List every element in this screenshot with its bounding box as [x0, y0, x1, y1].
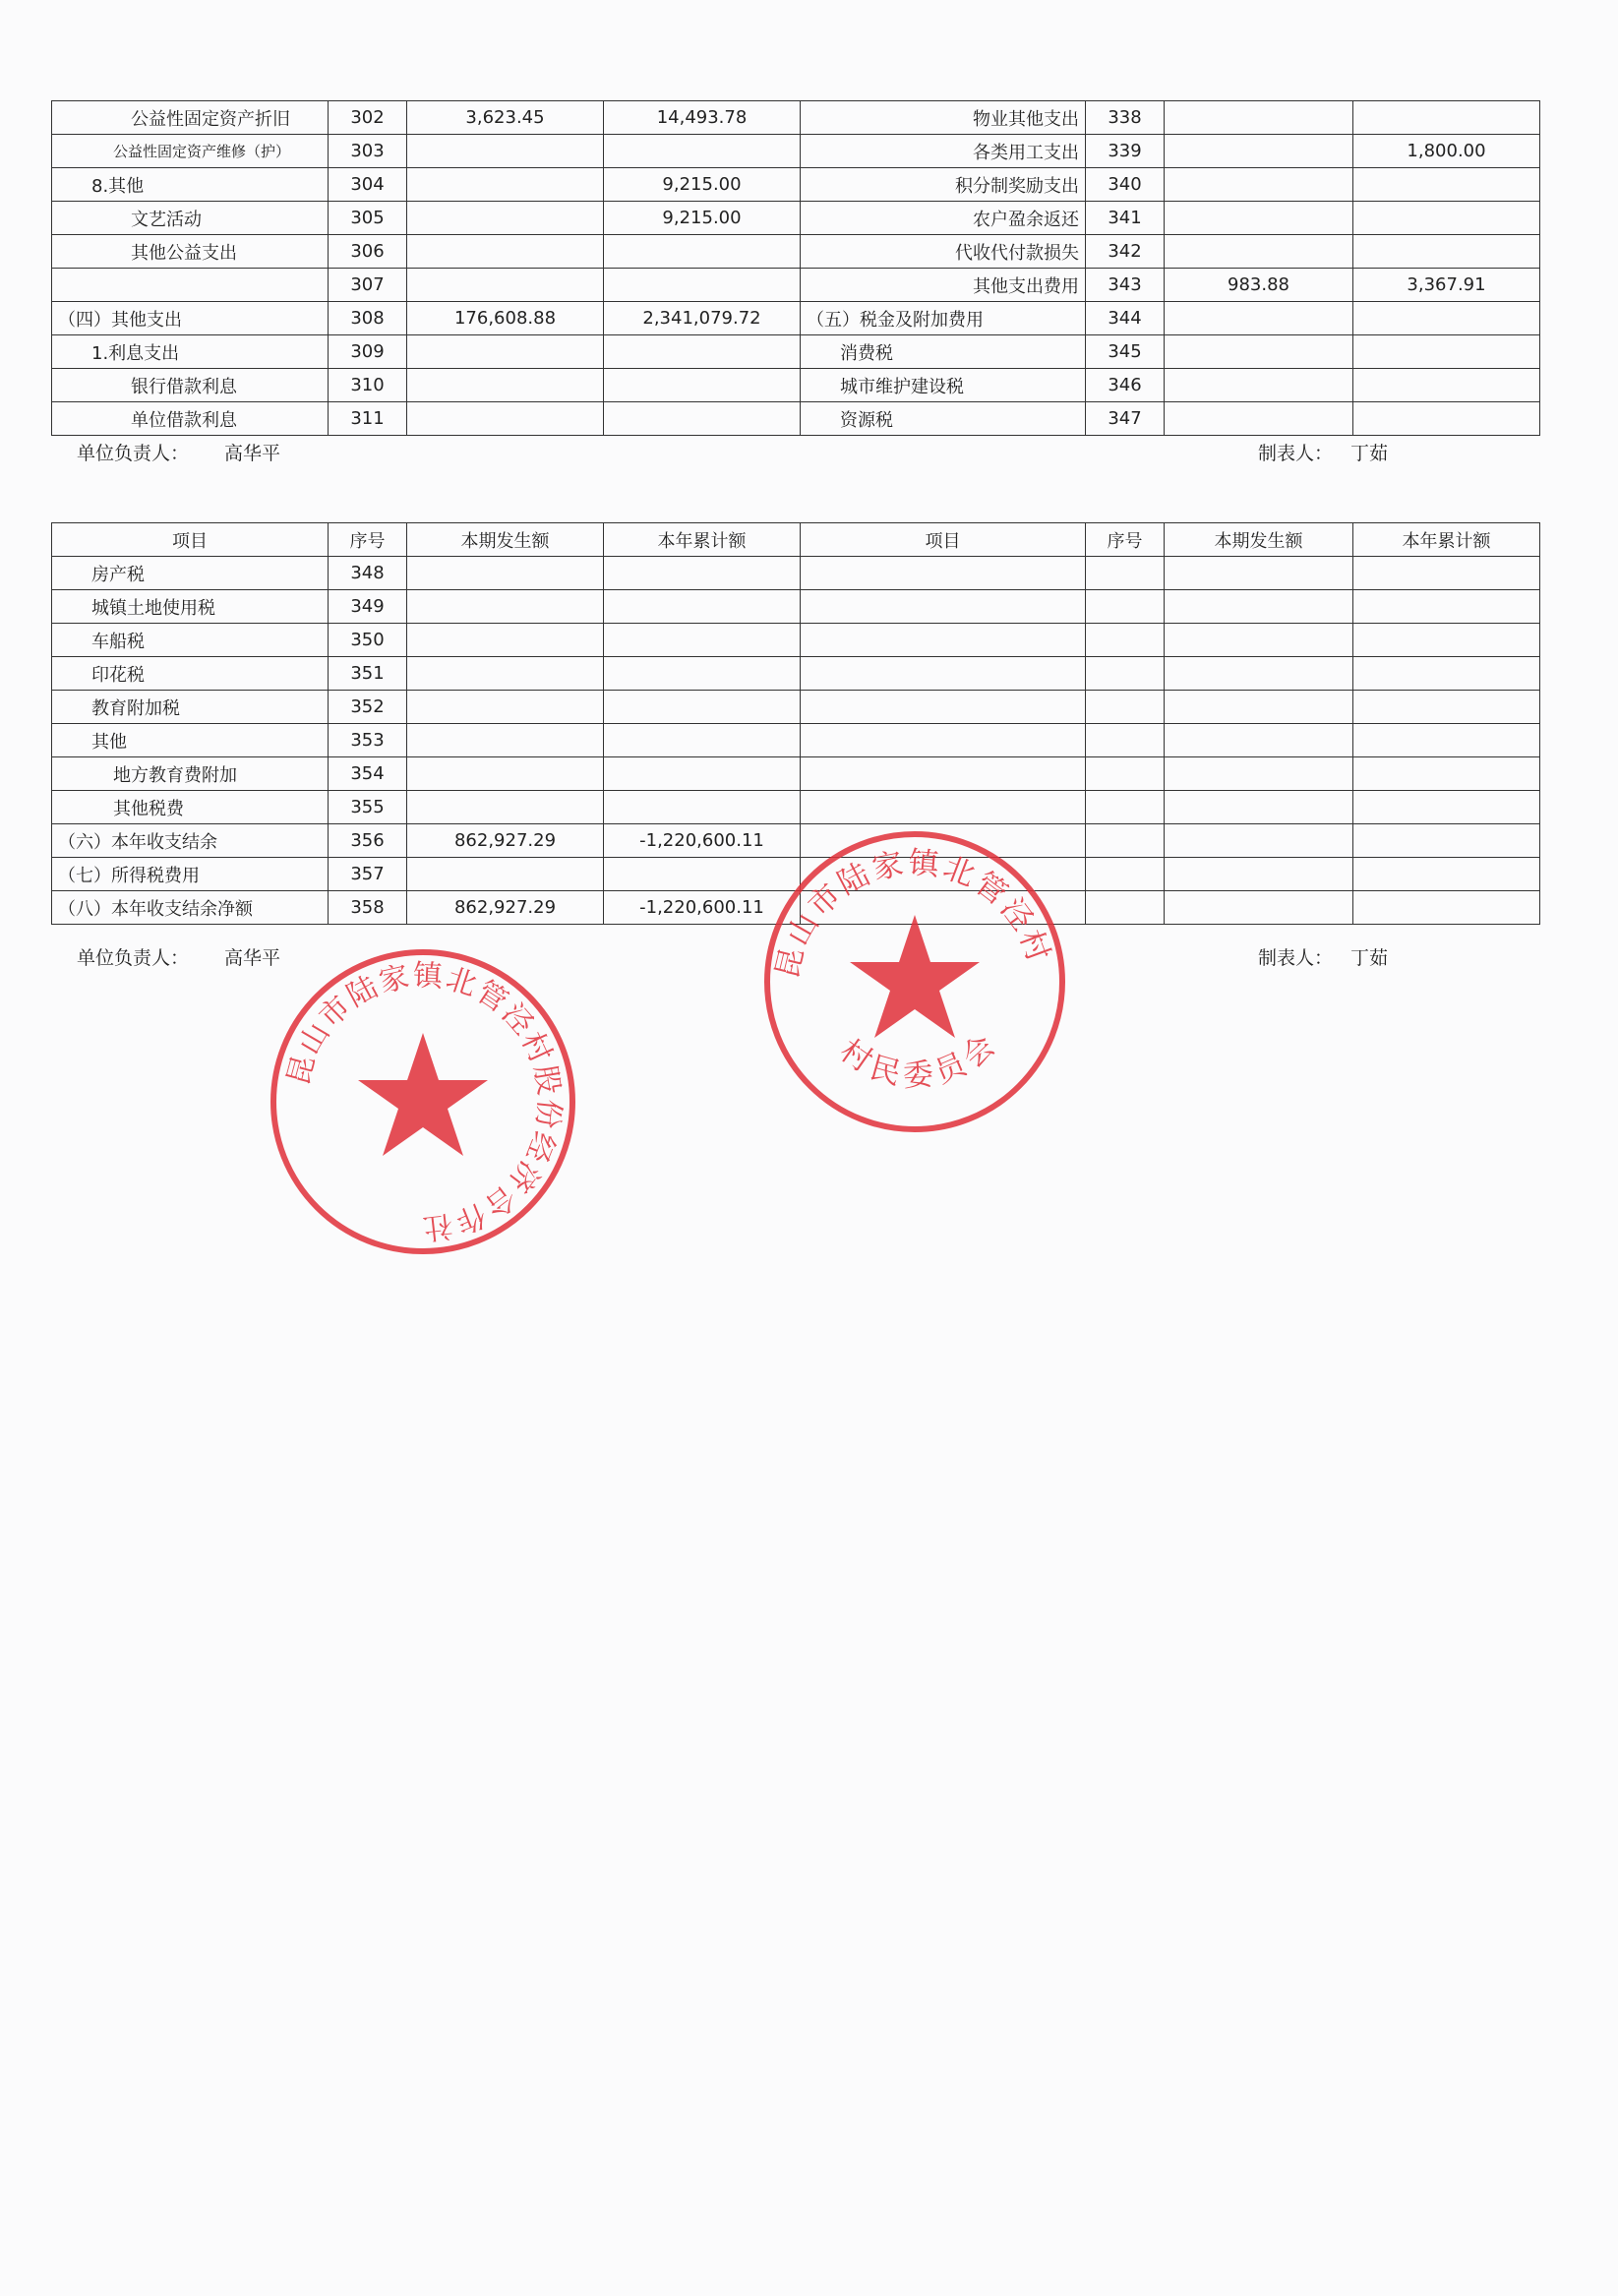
table-row: [52, 657, 1540, 691]
empty-cell: [1086, 757, 1165, 791]
ytd-amount-cell: [604, 624, 801, 657]
seq-cell: 345: [1086, 335, 1165, 369]
table-row: [52, 235, 1540, 269]
current-amount-cell: [407, 590, 604, 624]
empty-cell: [801, 657, 1086, 691]
seq-cell: 304: [329, 168, 407, 202]
empty-cell: [1086, 824, 1165, 858]
ytd-amount-cell: [604, 402, 801, 436]
official-seal-left: [261, 939, 585, 1264]
preparer-signature: [1258, 439, 1388, 465]
table-row: [52, 202, 1540, 235]
item-cell: 其他支出费用: [801, 269, 1086, 302]
item-cell: 教育附加税: [52, 691, 329, 724]
seq-cell: 353: [329, 724, 407, 757]
seq-cell: 339: [1086, 135, 1165, 168]
seq-cell: 302: [329, 101, 407, 135]
unit-head-signature: [77, 943, 280, 970]
empty-cell: [1086, 657, 1165, 691]
empty-cell: [1165, 824, 1353, 858]
item-cell: 8.其他: [52, 168, 329, 202]
empty-cell: [1353, 724, 1540, 757]
current-amount-cell: [407, 168, 604, 202]
table-row: [52, 557, 1540, 590]
ytd-amount-cell: [604, 557, 801, 590]
ytd-amount-cell: [604, 269, 801, 302]
preparer-name: 丁茹: [1350, 443, 1389, 464]
current-amount-cell: [407, 235, 604, 269]
item-cell: （七）所得税费用: [52, 858, 329, 891]
ytd-amount-cell: [604, 369, 801, 402]
item-cell: 各类用工支出: [801, 135, 1086, 168]
empty-cell: [1353, 590, 1540, 624]
empty-cell: [1353, 624, 1540, 657]
seq-cell: 303: [329, 135, 407, 168]
current-amount-cell: [407, 657, 604, 691]
item-cell: 农户盈余返还: [801, 202, 1086, 235]
ytd-amount-cell: [604, 657, 801, 691]
empty-cell: [801, 624, 1086, 657]
table-row: [52, 302, 1540, 335]
ytd-amount-cell: 9,215.00: [604, 168, 801, 202]
table-row: [52, 168, 1540, 202]
star-icon: [358, 1033, 488, 1156]
item-cell: 其他: [52, 724, 329, 757]
seq-cell: 355: [329, 791, 407, 824]
current-amount-cell: [407, 757, 604, 791]
header-seq: 序号: [329, 523, 407, 557]
seq-cell: 354: [329, 757, 407, 791]
item-cell: （四）其他支出: [52, 302, 329, 335]
signature-footer-top: [51, 439, 1539, 468]
seq-cell: 346: [1086, 369, 1165, 402]
ytd-amount-cell: [1353, 335, 1540, 369]
current-amount-cell: [407, 402, 604, 436]
item-cell: 印花税: [52, 657, 329, 691]
header-current-amount: 本期发生额: [407, 523, 604, 557]
item-cell: 物业其他支出: [801, 101, 1086, 135]
ytd-amount-cell: 1,800.00: [1353, 135, 1540, 168]
empty-cell: [1165, 791, 1353, 824]
seq-cell: 356: [329, 824, 407, 858]
empty-cell: [1165, 624, 1353, 657]
empty-cell: [801, 757, 1086, 791]
ytd-amount-cell: [604, 590, 801, 624]
ytd-amount-cell: [604, 791, 801, 824]
seq-cell: 309: [329, 335, 407, 369]
empty-cell: [1353, 757, 1540, 791]
seq-cell: 347: [1086, 402, 1165, 436]
item-cell: （六）本年收支结余: [52, 824, 329, 858]
header-current-amount: 本期发生额: [1165, 523, 1353, 557]
current-amount-cell: [407, 369, 604, 402]
empty-cell: [1086, 724, 1165, 757]
empty-cell: [1165, 557, 1353, 590]
table-row: [52, 335, 1540, 369]
current-amount-cell: [407, 858, 604, 891]
seq-cell: 348: [329, 557, 407, 590]
ytd-amount-cell: [1353, 369, 1540, 402]
seq-cell: 351: [329, 657, 407, 691]
current-amount-cell: 176,608.88: [407, 302, 604, 335]
ytd-amount-cell: [1353, 168, 1540, 202]
current-amount-cell: 862,927.29: [407, 824, 604, 858]
seq-cell: 357: [329, 858, 407, 891]
item-cell: 代收代付款损失: [801, 235, 1086, 269]
table-row: [52, 757, 1540, 791]
seq-cell: 310: [329, 369, 407, 402]
item-cell: 积分制奖励支出: [801, 168, 1086, 202]
header-seq: 序号: [1086, 523, 1165, 557]
unit-head-label: 单位负责人：: [77, 443, 190, 464]
seq-cell: 307: [329, 269, 407, 302]
ytd-amount-cell: 3,367.91: [1353, 269, 1540, 302]
empty-cell: [1353, 891, 1540, 925]
header-item: 项目: [52, 523, 329, 557]
empty-cell: [1165, 590, 1353, 624]
empty-cell: [1086, 791, 1165, 824]
empty-cell: [1353, 824, 1540, 858]
current-amount-cell: [407, 724, 604, 757]
ytd-amount-cell: [604, 757, 801, 791]
ytd-amount-cell: [604, 724, 801, 757]
table-row: [52, 269, 1540, 302]
empty-cell: [1165, 891, 1353, 925]
seq-cell: 305: [329, 202, 407, 235]
ytd-amount-cell: [604, 135, 801, 168]
item-cell: 其他税费: [52, 791, 329, 824]
current-amount-cell: [407, 557, 604, 590]
seal-text: 昆山市陆家镇北管泾村: [769, 845, 1057, 983]
current-amount-cell: [407, 202, 604, 235]
item-cell: 城市维护建设税: [801, 369, 1086, 402]
current-amount-cell: [1165, 335, 1353, 369]
empty-cell: [801, 691, 1086, 724]
empty-cell: [1353, 858, 1540, 891]
ytd-amount-cell: [1353, 302, 1540, 335]
ytd-amount-cell: 9,215.00: [604, 202, 801, 235]
current-amount-cell: [407, 624, 604, 657]
empty-cell: [1165, 757, 1353, 791]
empty-cell: [801, 791, 1086, 824]
preparer-name: 丁茹: [1350, 947, 1389, 969]
current-amount-cell: [407, 269, 604, 302]
empty-cell: [1086, 691, 1165, 724]
item-cell: 文艺活动: [52, 202, 329, 235]
current-amount-cell: [1165, 168, 1353, 202]
current-amount-cell: [407, 135, 604, 168]
seq-cell: 358: [329, 891, 407, 925]
empty-cell: [801, 557, 1086, 590]
current-amount-cell: [1165, 135, 1353, 168]
empty-cell: [1086, 624, 1165, 657]
empty-cell: [1086, 891, 1165, 925]
seq-cell: 311: [329, 402, 407, 436]
table-row: [52, 101, 1540, 135]
current-amount-cell: [1165, 101, 1353, 135]
ytd-amount-cell: [604, 235, 801, 269]
seq-cell: 343: [1086, 269, 1165, 302]
seq-cell: 340: [1086, 168, 1165, 202]
preparer-label: 制表人：: [1258, 947, 1334, 969]
item-cell: （八）本年收支结余净额: [52, 891, 329, 925]
item-cell: 地方教育费附加: [52, 757, 329, 791]
current-amount-cell: [1165, 202, 1353, 235]
ytd-amount-cell: 2,341,079.72: [604, 302, 801, 335]
unit-head-label: 单位负责人：: [77, 947, 190, 969]
official-seal-right: [757, 824, 1072, 1139]
current-amount-cell: [407, 335, 604, 369]
ytd-amount-cell: [1353, 101, 1540, 135]
table-row: [52, 402, 1540, 436]
seq-cell: 349: [329, 590, 407, 624]
empty-cell: [1353, 657, 1540, 691]
empty-cell: [801, 724, 1086, 757]
ytd-amount-cell: [1353, 402, 1540, 436]
current-amount-cell: [1165, 402, 1353, 436]
current-amount-cell: [407, 691, 604, 724]
current-amount-cell: [407, 791, 604, 824]
unit-head-name: 高华平: [224, 947, 281, 969]
ytd-amount-cell: [1353, 202, 1540, 235]
seq-cell: 342: [1086, 235, 1165, 269]
ytd-amount-cell: -1,220,600.11: [604, 891, 801, 925]
expense-table-top: [51, 100, 1540, 436]
header-item: 项目: [801, 523, 1086, 557]
item-cell: 公益性固定资产维修（护）: [52, 135, 329, 168]
current-amount-cell: [1165, 235, 1353, 269]
table-row: [52, 691, 1540, 724]
current-amount-cell: 3,623.45: [407, 101, 604, 135]
ytd-amount-cell: 14,493.78: [604, 101, 801, 135]
current-amount-cell: 983.88: [1165, 269, 1353, 302]
item-cell: 1.利息支出: [52, 335, 329, 369]
item-cell: （五）税金及附加费用: [801, 302, 1086, 335]
header-ytd-amount: 本年累计额: [1353, 523, 1540, 557]
item-cell: 消费税: [801, 335, 1086, 369]
star-icon: [850, 915, 980, 1038]
table-row: [52, 590, 1540, 624]
unit-head-name: 高华平: [224, 443, 281, 464]
item-cell: 车船税: [52, 624, 329, 657]
empty-cell: [1165, 691, 1353, 724]
item-cell: [52, 269, 329, 302]
seq-cell: 344: [1086, 302, 1165, 335]
item-cell: 公益性固定资产折旧: [52, 101, 329, 135]
empty-cell: [1165, 724, 1353, 757]
table-row: [52, 791, 1540, 824]
seal-bottom-text: 村民委员会: [833, 1024, 1007, 1095]
seq-cell: 306: [329, 235, 407, 269]
current-amount-cell: 862,927.29: [407, 891, 604, 925]
item-cell: 银行借款利息: [52, 369, 329, 402]
table-row: [52, 369, 1540, 402]
item-cell: 其他公益支出: [52, 235, 329, 269]
ytd-amount-cell: [604, 691, 801, 724]
seq-cell: 341: [1086, 202, 1165, 235]
preparer-label: 制表人：: [1258, 443, 1334, 464]
seq-cell: 308: [329, 302, 407, 335]
header-ytd-amount: 本年累计额: [604, 523, 801, 557]
seal-text: 昆山市陆家镇北管泾村股份经济合作社: [280, 958, 567, 1245]
ytd-amount-cell: -1,220,600.11: [604, 824, 801, 858]
seq-cell: 350: [329, 624, 407, 657]
seq-cell: 338: [1086, 101, 1165, 135]
item-cell: 房产税: [52, 557, 329, 590]
empty-cell: [1353, 691, 1540, 724]
empty-cell: [1086, 858, 1165, 891]
preparer-signature: [1258, 943, 1388, 970]
seq-cell: 352: [329, 691, 407, 724]
table-row: [52, 135, 1540, 168]
unit-head-signature: [77, 439, 280, 465]
item-cell: 城镇土地使用税: [52, 590, 329, 624]
empty-cell: [1353, 791, 1540, 824]
ytd-amount-cell: [604, 335, 801, 369]
empty-cell: [1086, 557, 1165, 590]
empty-cell: [801, 590, 1086, 624]
current-amount-cell: [1165, 369, 1353, 402]
empty-cell: [1165, 858, 1353, 891]
empty-cell: [1086, 590, 1165, 624]
empty-cell: [1165, 657, 1353, 691]
table-row: [52, 624, 1540, 657]
empty-cell: [1353, 557, 1540, 590]
item-cell: 资源税: [801, 402, 1086, 436]
item-cell: 单位借款利息: [52, 402, 329, 436]
current-amount-cell: [1165, 302, 1353, 335]
table-row: [52, 724, 1540, 757]
ytd-amount-cell: [1353, 235, 1540, 269]
table-header-row: [52, 523, 1540, 557]
